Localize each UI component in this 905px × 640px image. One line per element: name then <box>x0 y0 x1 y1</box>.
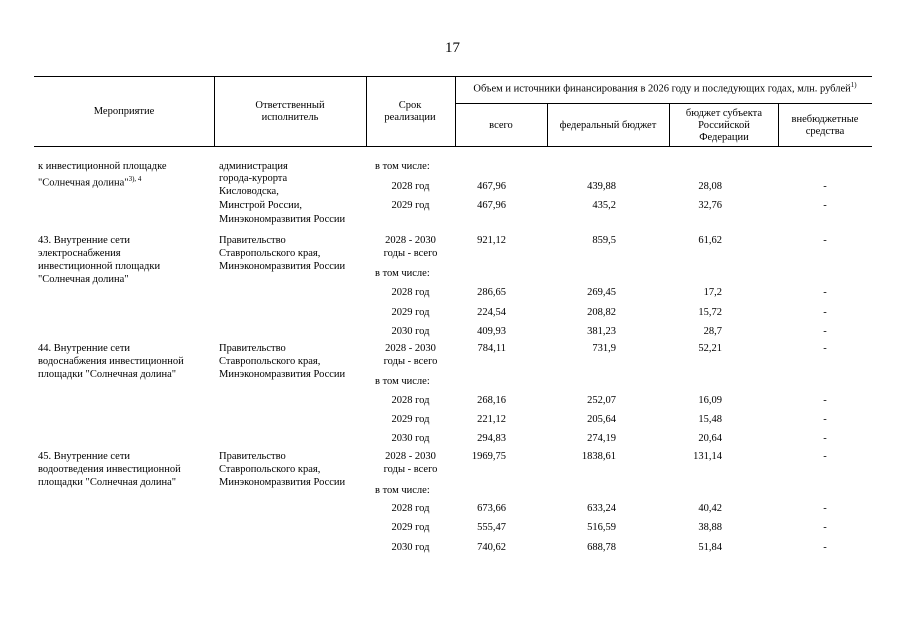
term-cell: 2030 год <box>391 542 430 553</box>
regional-cell: 16,09 <box>698 395 722 406</box>
federal-cell: 688,78 <box>587 542 616 553</box>
total-cell: 673,66 <box>477 503 506 514</box>
including-label: в том числе: <box>375 268 430 279</box>
executor-line: Минэкономразвития России <box>219 261 346 272</box>
term-summary-line: 2028 - 2030 <box>385 343 436 354</box>
federal-cell: 252,07 <box>587 395 616 406</box>
regional-cell: 28,08 <box>698 181 722 192</box>
federal-cell: 274,19 <box>587 433 616 444</box>
executor-line: Ставропольского края, <box>219 356 321 367</box>
event-line: водоотведения инвестиционной <box>38 464 181 475</box>
executor-line: Минэкономразвития России <box>219 477 346 488</box>
header-term: Срок реализации <box>384 100 436 123</box>
extra-cell: - <box>823 395 827 406</box>
term-cell: 2029 год <box>391 414 430 425</box>
total-cell: 467,96 <box>477 181 506 192</box>
total-cell: 784,11 <box>477 343 506 354</box>
term-cell: 2028 год <box>391 181 430 192</box>
event-line: площадки "Солнечная долина" <box>38 369 177 380</box>
extra-cell: - <box>823 542 827 553</box>
federal-cell: 205,64 <box>587 414 616 425</box>
event-line: 43. Внутренние сети <box>38 235 131 246</box>
event-line: "Солнечная долина"$^{3), 4}$ <box>38 175 142 189</box>
extra-cell: - <box>823 433 827 444</box>
regional-cell: 51,84 <box>698 542 722 553</box>
extra-cell: - <box>823 414 827 425</box>
header-event: Мероприятие <box>93 106 155 117</box>
extra-cell: - <box>823 235 827 246</box>
executor-line: Кисловодска, <box>219 186 279 197</box>
federal-cell: 269,45 <box>587 287 616 298</box>
executor-line: Правительство <box>219 235 286 246</box>
extra-cell: - <box>823 451 827 462</box>
header-col-divider-3 <box>455 76 456 146</box>
term-cell: 2030 год <box>391 433 430 444</box>
regional-cell: 15,72 <box>698 307 722 318</box>
term-summary-line: годы - всего <box>383 248 438 259</box>
event-line: электроснабжения <box>38 248 121 259</box>
federal-cell: 435,2 <box>592 200 616 211</box>
event-line: к инвестиционной площадке <box>38 161 167 172</box>
regional-cell: 32,76 <box>698 200 722 211</box>
total-cell: 740,62 <box>477 542 506 553</box>
extra-cell: - <box>823 287 827 298</box>
total-cell: 1969,75 <box>471 451 506 462</box>
including-label: в том числе: <box>375 485 430 496</box>
header-executor: Ответственный исполнитель <box>255 100 325 123</box>
event-line: площадки "Солнечная долина" <box>38 477 177 488</box>
federal-cell: 439,88 <box>587 181 616 192</box>
regional-cell: 28,7 <box>703 326 722 337</box>
regional-cell: 40,42 <box>698 503 722 514</box>
federal-cell: 1838,61 <box>581 451 616 462</box>
table-top-border <box>34 76 872 77</box>
extra-cell: - <box>823 343 827 354</box>
total-cell: 286,65 <box>477 287 506 298</box>
federal-cell: 633,24 <box>587 503 616 514</box>
executor-line: Минстрой России, <box>219 200 302 211</box>
executor-line: Ставропольского края, <box>219 464 321 475</box>
term-cell: 2028 год <box>391 503 430 514</box>
federal-cell: 731,9 <box>592 343 616 354</box>
header-col-divider-1 <box>214 76 215 146</box>
term-summary-line: годы - всего <box>383 464 438 475</box>
executor-line: Минэкономразвития России <box>219 369 346 380</box>
term-summary-line: годы - всего <box>383 356 438 367</box>
term-cell: 2028 год <box>391 287 430 298</box>
event-line: "Солнечная долина" <box>38 274 129 285</box>
executor-line: Правительство <box>219 343 286 354</box>
term-summary-line: 2028 - 2030 <box>385 235 436 246</box>
header-bottom-border <box>34 146 872 147</box>
federal-cell: 208,82 <box>587 307 616 318</box>
term-cell: 2029 год <box>391 307 430 318</box>
header-col-divider-2 <box>366 76 367 146</box>
regional-cell: 15,48 <box>698 414 722 425</box>
term-cell: 2029 год <box>391 522 430 533</box>
page-number: 17 <box>445 40 460 56</box>
total-cell: 268,16 <box>477 395 506 406</box>
event-line: 45. Внутренние сети <box>38 451 131 462</box>
federal-cell: 381,23 <box>587 326 616 337</box>
total-cell: 224,54 <box>477 307 506 318</box>
total-cell: 555,47 <box>477 522 506 533</box>
header-funding-group: Объем и источники финансирования в 2026 году и последующих годах, млн. рублей$^{1)}$ <box>473 81 857 95</box>
header-regional: бюджет субъекта Российской Федерации <box>685 108 763 143</box>
regional-cell: 38,88 <box>698 522 722 533</box>
footnote-ref: 1) <box>850 81 857 89</box>
total-cell: 221,12 <box>477 414 506 425</box>
executor-line: администрация <box>219 161 288 172</box>
regional-cell: 61,62 <box>698 235 722 246</box>
header-extra: внебюджетные средства <box>791 114 859 137</box>
extra-cell: - <box>823 200 827 211</box>
event-line: 44. Внутренние сети <box>38 343 131 354</box>
total-cell: 409,93 <box>477 326 506 337</box>
federal-cell: 859,5 <box>592 235 616 246</box>
extra-cell: - <box>823 522 827 533</box>
header-col-divider-6 <box>778 103 779 146</box>
total-cell: 921,12 <box>477 235 506 246</box>
executor-line: Минэкономразвития России <box>219 214 346 225</box>
executor-line: города-курорта <box>219 173 288 184</box>
term-cell: 2030 год <box>391 326 430 337</box>
header-total: всего <box>489 120 513 131</box>
event-line: водоснабжения инвестиционной <box>38 356 184 367</box>
regional-cell: 20,64 <box>698 433 722 444</box>
term-summary-line: 2028 - 2030 <box>385 451 436 462</box>
extra-cell: - <box>823 307 827 318</box>
header-subdivider <box>455 103 872 104</box>
header-federal: федеральный бюджет <box>559 120 657 131</box>
including-label: в том числе: <box>375 376 430 387</box>
extra-cell: - <box>823 503 827 514</box>
executor-line: Ставропольского края, <box>219 248 321 259</box>
federal-cell: 516,59 <box>587 522 616 533</box>
footnote-ref: 3), 4 <box>128 175 142 183</box>
regional-cell: 131,14 <box>693 451 722 462</box>
regional-cell: 17,2 <box>703 287 722 298</box>
extra-cell: - <box>823 181 827 192</box>
total-cell: 467,96 <box>477 200 506 211</box>
header-col-divider-5 <box>669 103 670 146</box>
total-cell: 294,83 <box>477 433 506 444</box>
term-cell: 2029 год <box>391 200 430 211</box>
extra-cell: - <box>823 326 827 337</box>
regional-cell: 52,21 <box>698 343 722 354</box>
executor-line: Правительство <box>219 451 286 462</box>
including-label: в том числе: <box>375 161 430 172</box>
term-cell: 2028 год <box>391 395 430 406</box>
event-line: инвестиционной площадки <box>38 261 161 272</box>
